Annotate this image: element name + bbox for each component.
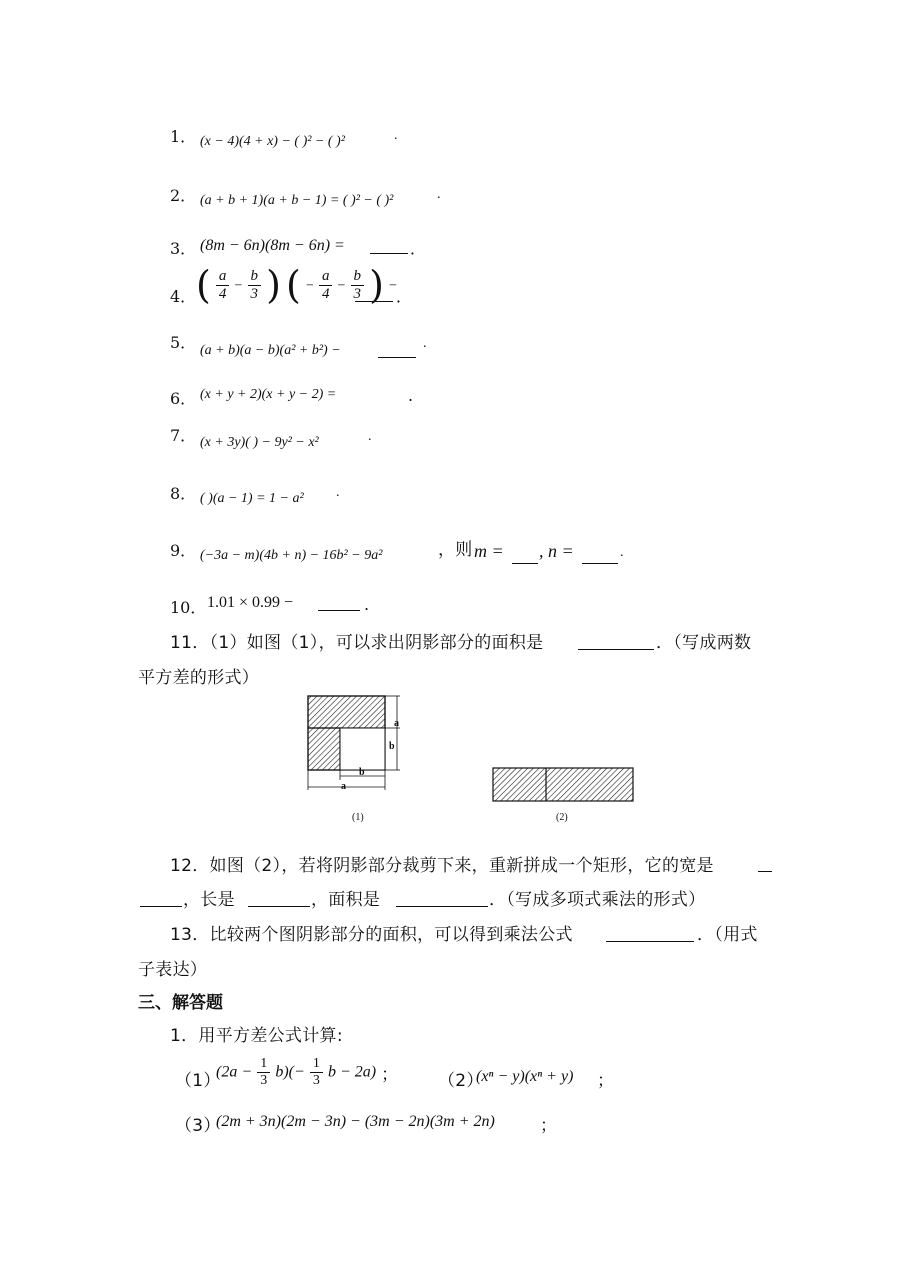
n-equals: n = (548, 541, 574, 561)
part1-expression (216, 1056, 398, 1100)
problem-number: 3． (170, 239, 197, 258)
part-label: （3） (175, 1116, 221, 1136)
answer-blank[interactable] (378, 356, 416, 358)
fraction: $\frac{1}{3}$ (257, 1056, 270, 1089)
answer-blank[interactable] (248, 905, 310, 907)
fraction-expression (196, 263, 397, 316)
punct: ； (597, 1071, 615, 1091)
answer-blank[interactable] (578, 648, 654, 650)
comma: , (539, 541, 544, 561)
fraction: $\frac{a}{4}$ (216, 268, 230, 303)
paren-close: ) (266, 263, 281, 307)
problem-expression: (8m − 6n)(8m − 6n) = (200, 237, 345, 254)
answer-blank[interactable] (355, 300, 393, 302)
p13-text: ．（用式 (697, 925, 758, 945)
paren-close: ) (369, 263, 384, 307)
minus-sign: − (234, 278, 243, 294)
problem-expression: (−3a − m)(4b + n) − 16b² − 9a² (200, 548, 383, 563)
problem-then: ，则 (438, 540, 473, 560)
section-heading: 三、解答题 (138, 993, 223, 1013)
problem-end: . (364, 595, 370, 614)
problem-end: ． (410, 239, 427, 258)
problem-number: 4． (170, 287, 197, 306)
figure-caption-2: (2) (556, 812, 568, 823)
fraction: $\frac{a}{4}$ (319, 268, 333, 303)
part2-expression: (xⁿ − y)(xⁿ + y) (476, 1068, 574, 1085)
fraction: $\frac{b}{3}$ (351, 268, 365, 303)
problem-number: 8． (170, 484, 197, 503)
answer-blank[interactable] (758, 870, 772, 872)
punct: ； (540, 1116, 558, 1136)
dim-label-b: b (359, 767, 365, 778)
problem-number: 7． (170, 426, 197, 445)
problem-number: 6． (170, 389, 197, 408)
p12-text: ，长是 (183, 890, 235, 910)
expr-segment: b − 2a) (327, 1063, 377, 1081)
answer-blank[interactable] (140, 905, 182, 907)
shaded-rectangle (493, 768, 633, 801)
p13-text: 13．比较两个图阴影部分的面积，可以得到乘法公式 (170, 925, 573, 945)
p13-text: 子表达） (138, 960, 208, 980)
answer-blank[interactable] (318, 609, 360, 611)
answer-blank[interactable] (606, 940, 694, 942)
minus-sign: − (337, 278, 346, 294)
dim-label-b: b (389, 741, 395, 752)
dim-label-a: a (394, 718, 399, 729)
shaded-left (308, 728, 340, 770)
equals-sign: − (389, 278, 397, 294)
p11-text: ．（写成两数 (656, 633, 752, 653)
inner-square (340, 728, 385, 770)
p11-text: 平方差的形式） (138, 668, 260, 688)
p12-text: 12．如图（2），若将阴影部分裁剪下来，重新拼成一个矩形，它的宽是 (170, 856, 714, 876)
problem-number: 9． (170, 541, 197, 560)
problem-expression: 1.01 × 0.99 − (207, 594, 294, 611)
problem-end: . (620, 545, 624, 560)
m-equals: m = (474, 541, 504, 561)
problem-end: . (408, 386, 414, 405)
problem-end: ． (396, 287, 413, 306)
dim-label-a: a (341, 781, 346, 792)
shaded-top (308, 696, 385, 728)
problem-number: 5． (170, 333, 197, 352)
problem-number: 2． (170, 186, 197, 205)
answer-blank[interactable] (396, 905, 488, 907)
p11-text: 11．（1）如图（1），可以求出阴影部分的面积是 (170, 633, 544, 653)
punct: ； (381, 1065, 399, 1085)
figure-1 (308, 696, 400, 790)
problem-end: . (336, 485, 340, 500)
paren-open: ( (286, 263, 301, 307)
problem-number: 1． (170, 127, 197, 146)
paren-open: ( (196, 263, 211, 307)
part-label: （1） (175, 1071, 221, 1091)
minus-sign: − (305, 278, 314, 294)
problem-number: 10． (170, 598, 207, 617)
answer-blank[interactable] (582, 562, 618, 564)
p12-text: ，面积是 (311, 890, 381, 910)
fraction: $\frac{1}{3}$ (310, 1056, 323, 1089)
fraction: $\frac{b}{3}$ (248, 268, 262, 303)
p12-text: ．（写成多项式乘法的形式） (489, 890, 706, 910)
problem-end: . (423, 336, 427, 351)
problem-end: . (394, 128, 398, 143)
expr-segment: b)(− (275, 1063, 305, 1081)
answer-blank[interactable] (370, 252, 408, 254)
problem-expression: (x − 4)(4 + x) − ( )² − ( )² (200, 134, 345, 149)
figure-2 (493, 768, 633, 801)
answer-blank[interactable] (512, 562, 538, 564)
problem-expression: (x + y + 2)(x + y − 2) = (200, 387, 337, 402)
problem-end: . (437, 187, 441, 202)
problem-expression: (x + 3y)( ) − 9y² − x² (200, 435, 319, 450)
problem-expression: (a + b)(a − b)(a² + b²) − (200, 343, 341, 358)
problem-end: . (368, 429, 372, 444)
problem-expression: (a + b + 1)(a + b − 1) = ( )² − ( )² (200, 193, 394, 208)
problem-expression: ( )(a − 1) = 1 − a² (200, 491, 304, 506)
part3-expression: (2m + 3n)(2m − 3n) − (3m − 2n)(3m + 2n) (216, 1113, 495, 1130)
figure-diagram (300, 690, 650, 825)
figure-caption-1: (1) (352, 812, 364, 823)
question-title: 1．用平方差公式计算: (170, 1026, 343, 1046)
part-label: （2） (438, 1071, 484, 1091)
expr-segment: (2a − (216, 1063, 253, 1081)
